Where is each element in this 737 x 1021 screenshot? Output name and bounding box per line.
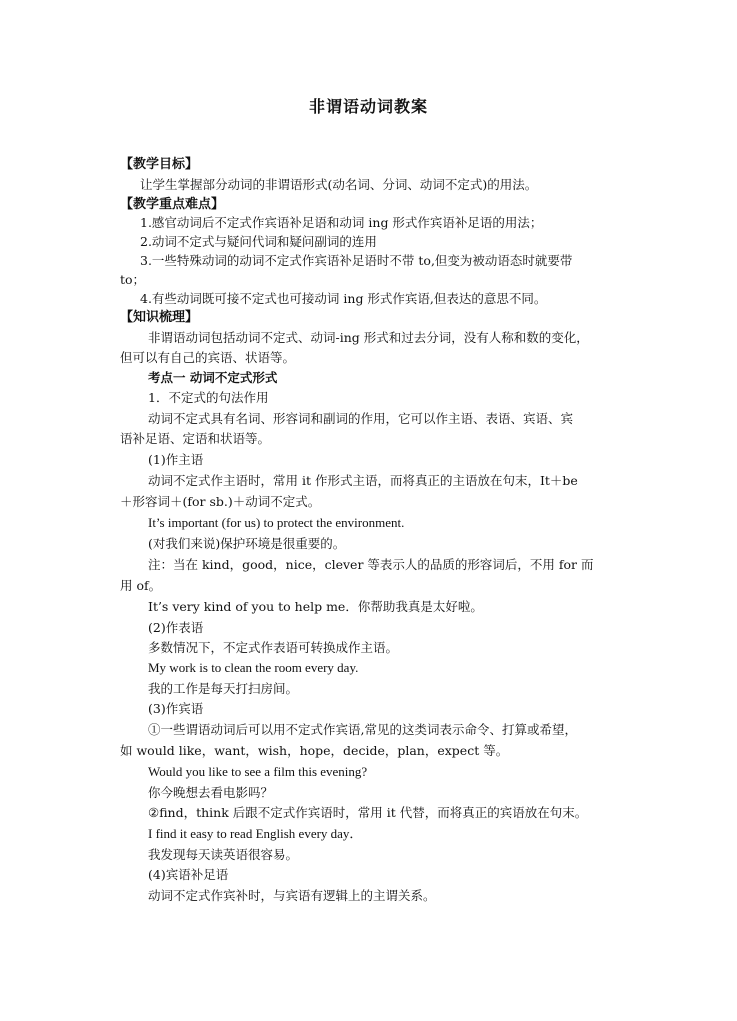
text-line: (2)作表语 [148,620,204,635]
text-line: 让学生掌握部分动词的非谓语形式(动名词、分词、动词不定式)的用法。 [140,177,538,192]
text-line: (4)宾语补足语 [148,867,229,882]
text-line: ①一些谓语动词后可以用不定式作宾语,常见的这类词表示命令、打算或希望， [148,722,577,737]
text-line: 动词不定式作宾补时，与宾语有逻辑上的主谓关系。 [148,888,436,903]
text-line: 动词不定式作主语时，常用 it 作形式主语，而将真正的主语放在句末，It＋be [148,473,578,488]
text-line: to； [120,272,146,287]
example-sentence: Would you like to see a film this evening? [148,764,368,779]
text-line: 我的工作是每天打扫房间。 [148,681,299,696]
text-line: 但可以有自己的宾语、状语等。 [120,350,296,365]
section-heading-key-points: 【教学重点难点】 [120,197,225,212]
text-line: 如 would like，want，wish，hope，decide，plan，expect 等。 [120,743,509,758]
text-line: (3)作宾语 [148,701,204,716]
text-line: 我发现每天读英语很容易。 [148,847,299,862]
example-sentence: It’s very kind of you to help me．你帮助我真是太好啦。 [148,599,483,614]
text-line: ②find，think 后跟不定式作宾语时，常用 it 代替，而将真正的宾语放在句末。 [148,805,588,820]
text-line: 多数情况下，不定式作表语可转换成作主语。 [148,640,399,655]
page-title: 非谓语动词教案 [308,97,428,116]
text-line: 4.有些动词既可接不定式也可接动词 ing 形式作宾语,但表达的意思不同。 [140,291,547,306]
text-line: 动词不定式具有名词、形容词和副词的作用，它可以作主语、表语、宾语、宾 [148,411,574,426]
text-line: 1.感官动词后不定式作宾语补足语和动词 ing 形式作宾语补足语的用法； [140,215,543,230]
text-line: 非谓语动词包括动词不定式、动词-ing 形式和过去分词，没有人称和数的变化， [148,330,589,345]
text-line: 1．不定式的句法作用 [148,390,269,405]
text-line: 你今晚想去看电影吗？ [148,785,274,800]
section-heading-knowledge: 【知识梳理】 [120,310,199,325]
text-line: 用 of。 [120,578,162,593]
text-line: 2.动词不定式与疑问代词和疑问副词的连用 [140,234,377,249]
text-line: ＋形容词＋(for sb.)＋动词不定式。 [120,494,321,509]
text-line: 3.一些特殊动词的动词不定式作宾语补足语时不带 to,但变为被动语态时就要带 [140,253,573,268]
example-sentence: I find it easy to read English every day． [148,826,363,841]
text-line: 语补足语、定语和状语等。 [120,431,271,446]
text-line: (对我们来说)保护环境是很重要的。 [148,536,346,551]
section-heading-objectives: 【教学目标】 [120,157,199,172]
text-line: (1)作主语 [148,452,204,467]
example-sentence: It’s important (for us) to protect the environment. [148,515,405,530]
subheading: 考点一 动词不定式形式 [148,370,278,385]
text-line: 注：当在 kind，good，nice，clever 等表示人的品质的形容词后，不用 for 而 [148,557,594,572]
example-sentence: My work is to clean the room every day. [148,660,359,675]
